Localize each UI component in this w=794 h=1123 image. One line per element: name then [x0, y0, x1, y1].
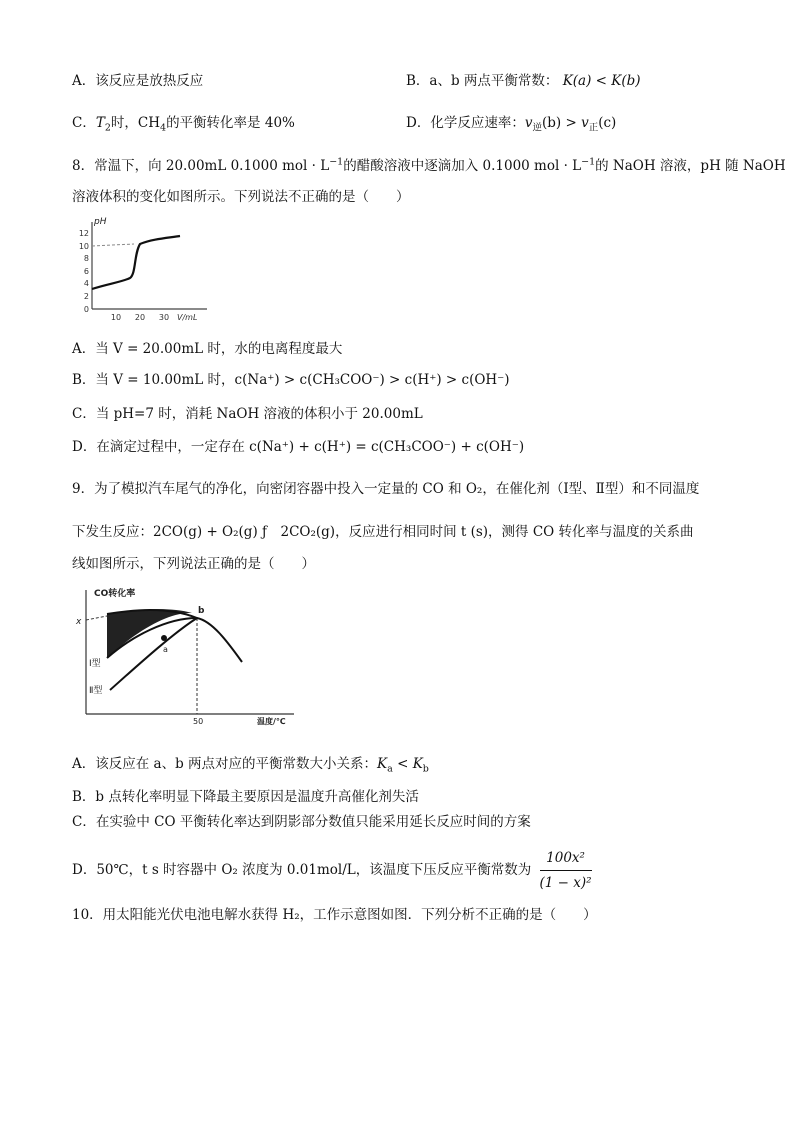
ph-ytick: 0 [83, 305, 89, 314]
q8-option-d: D．在滴定过程中，一定存在 c(Na⁺) + c(H⁺) = c(CH₃COO⁻) + c(OH⁻) [72, 439, 525, 455]
q7-option-a: A．该反应是放热反应 [72, 73, 204, 89]
co-y-mark: x [76, 617, 82, 627]
q9-stem-line3: 线如图所示，下列说法正确的是（ ） [72, 556, 315, 572]
q8-option-a: A．当 V = 20.00mL 时，水的电离程度最大 [72, 341, 343, 357]
q7-option-d-v1-sub: 逆 [532, 122, 542, 134]
q9-stem-line2: 下发生反应：2CO(g) + O₂(g) ƒ 2CO₂(g)，反应进行相同时间 t (s)，测得 CO 转化率与温度的关系曲 [72, 524, 694, 540]
ph-ytick: 12 [78, 229, 89, 238]
q7-option-b-text: B．a、b 两点平衡常数： [406, 73, 559, 89]
q8-option-c: C．当 pH=7 时，消耗 NaOH 溶液的体积小于 20.00mL [72, 406, 423, 422]
co-shaded-region [107, 609, 192, 658]
q8-stem-sup1: −1 [329, 156, 344, 168]
ph-xtick: 30 [158, 313, 170, 322]
ph-x-label: V/mL [177, 313, 198, 322]
q7-option-d-text: D．化学反应速率： [406, 115, 525, 131]
q8-stem-line2: 溶液体积的变化如图所示。下列说法不正确的是（ ） [72, 189, 410, 205]
co-label-type-i: Ⅰ型 [89, 659, 101, 669]
co-label-b: b [198, 606, 205, 616]
co-point-a [161, 635, 167, 641]
ph-ytick: 8 [83, 254, 89, 263]
q9-option-a-sub2: b [422, 763, 429, 775]
q10-stem: 10．用太阳能光伏电池电解水获得 H₂，工作示意图如图．下列分析不正确的是（ ） [72, 907, 597, 923]
q7-option-c-t: T [95, 115, 105, 131]
q7-option-c-ch4-sub: 4 [160, 122, 167, 134]
q7-option-d-v1: v [524, 115, 533, 131]
q7-option-b-expr: K(a) < K(b) [562, 73, 641, 89]
q7-option-c-pre: C． [72, 115, 96, 131]
q9-option-b: B．b 点转化率明显下降最主要原因是温度升高催化剂失活 [72, 789, 419, 805]
ph-titration-curve [92, 236, 180, 289]
q9-option-d-fraction [540, 848, 592, 893]
q8-stem-line1 [72, 156, 786, 176]
q9-option-d-numerator: 100x² [540, 848, 592, 871]
co-y-label: CO转化率 [94, 589, 136, 599]
q9-option-a-sub1: a [387, 763, 393, 775]
ph-y-label: pH [94, 217, 107, 227]
q8-stem-sup2: −1 [581, 156, 596, 168]
q9-stem-line1: 9．为了模拟汽车尾气的净化，向密闭容器中投入一定量的 CO 和 O₂，在催化剂（Ⅰ型、Ⅱ型）和不同温度 [72, 481, 700, 497]
ph-ytick: 6 [83, 267, 89, 276]
q8-stem-b: 的醋酸溶液中逐滴加入 0.1000 mol · L [343, 158, 582, 174]
q9-option-d-text: D．50℃，t s 时容器中 O₂ 浓度为 0.01mol/L，该温度下压反应平衡常数为 [72, 862, 532, 878]
q7-option-d-mid: (b) > [541, 115, 582, 131]
q7-option-d [406, 113, 616, 133]
q8-stem-a: 8．常温下，向 20.00mL 0.1000 mol · L [72, 158, 330, 174]
ph-xtick: 20 [134, 313, 146, 322]
co-x-level-line [86, 616, 107, 620]
ph-ytick: 10 [78, 242, 89, 251]
q7-option-c [72, 113, 295, 133]
q7-option-c-mid: 时，CH [110, 115, 161, 131]
co-conversion-figure [72, 586, 302, 726]
q7-option-c-t-sub: 2 [104, 122, 111, 134]
ph-ytick: 2 [83, 292, 89, 301]
ph-xtick: 10 [110, 313, 122, 322]
q9-option-a-lt: < K [392, 756, 423, 772]
q7-option-c-post: 的平衡转化率是 40% [166, 115, 295, 131]
q9-option-a-text: A．该反应在 a、b 两点对应的平衡常数大小关系： [72, 756, 378, 772]
co-x-mark: 50 [193, 717, 204, 726]
q9-option-c: C．在实验中 CO 平衡转化率达到阴影部分数值只能采用延长反应时间的方案 [72, 814, 531, 830]
co-x-label: 温度/℃ [257, 717, 286, 726]
q7-option-d-v2: v [581, 115, 589, 131]
q7-option-b [406, 71, 641, 91]
q8-stem-c: 的 NaOH 溶液，pH 随 NaOH [595, 158, 786, 174]
ph-titration-figure [72, 214, 212, 326]
ph-guide-line [92, 244, 134, 246]
q9-option-a [72, 754, 429, 774]
co-label-a: a [163, 645, 168, 654]
q8-option-b: B．当 V = 10.00mL 时，c(Na⁺) > c(CH₃COO⁻) > c(H⁺) > c(OH⁻) [72, 372, 510, 388]
ph-ytick: 4 [83, 279, 89, 288]
q9-option-d-denominator: (1 − x)² [539, 875, 592, 891]
q9-option-d [72, 848, 592, 893]
q9-option-a-k: K [377, 756, 388, 772]
q7-option-d-v2-sub: 正 [588, 122, 599, 134]
co-label-type-ii: Ⅱ型 [89, 686, 103, 696]
q7-option-d-end: (c) [598, 115, 617, 131]
